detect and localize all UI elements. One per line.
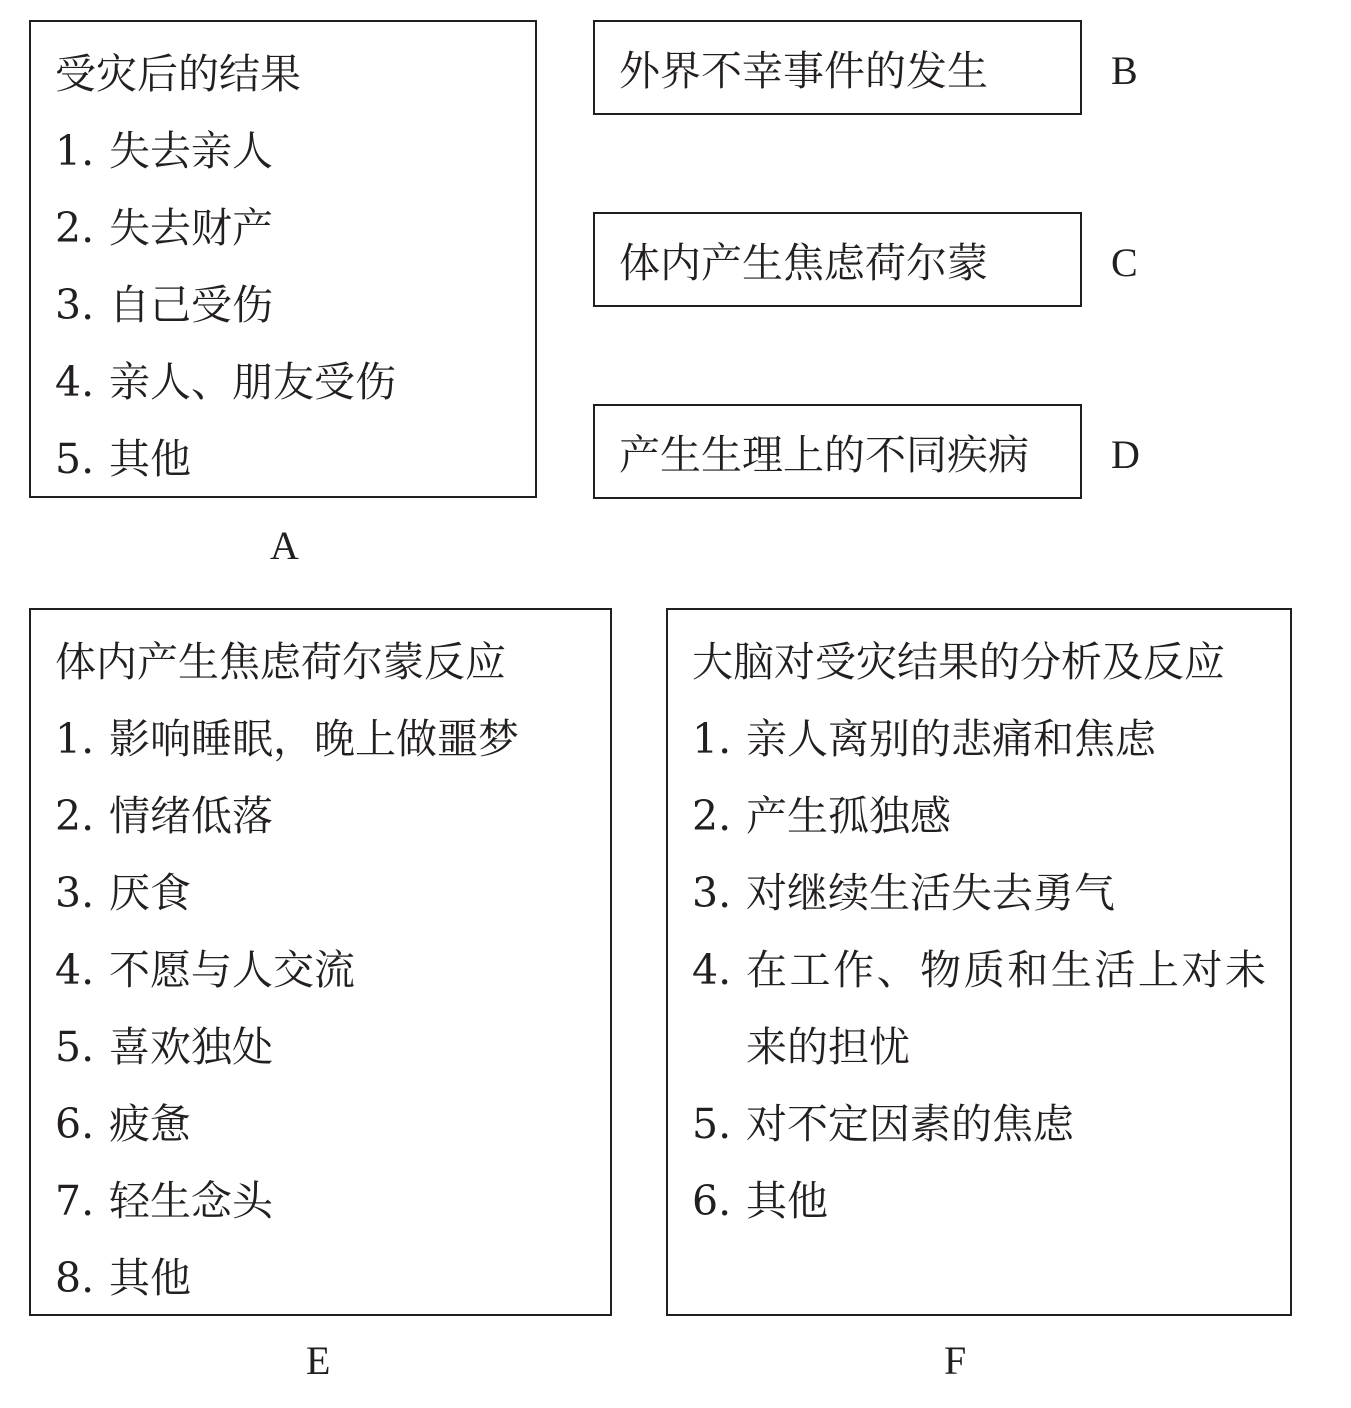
- item-number: 8 .: [55, 1240, 109, 1317]
- item-number: 4 .: [55, 344, 109, 421]
- list-item: [692, 1086, 1290, 1163]
- item-number: 1 .: [692, 701, 746, 778]
- list-item: [692, 778, 1290, 855]
- box-a-title: 受灾后的结果: [55, 50, 301, 98]
- list-item: [55, 1009, 610, 1086]
- item-number: 2 .: [692, 778, 746, 855]
- box-f-label: F: [944, 1338, 967, 1383]
- list-item: [692, 932, 1290, 1086]
- list-item: [55, 421, 535, 498]
- box-e: [29, 608, 612, 1316]
- item-text: 情绪低落: [109, 792, 273, 840]
- list-item: [55, 932, 610, 1009]
- list-item: [55, 267, 535, 344]
- item-number: 3 .: [55, 267, 109, 344]
- item-text: 对继续生活失去勇气: [746, 869, 1115, 917]
- item-number: 4 .: [692, 932, 746, 1086]
- item-number: 3 .: [55, 855, 109, 932]
- item-text: 亲人、朋友受伤: [109, 358, 396, 406]
- item-number: 3 .: [692, 855, 746, 932]
- item-number: 2 .: [55, 190, 109, 267]
- item-number: 4 .: [55, 932, 109, 1009]
- item-text: 失去亲人: [109, 127, 273, 175]
- box-b: [593, 20, 1082, 115]
- item-text: 轻生念头: [109, 1177, 273, 1225]
- box-e-label: E: [306, 1338, 331, 1383]
- item-text: 其他: [109, 1254, 191, 1302]
- item-number: 5 .: [55, 1009, 109, 1086]
- list-item: [55, 190, 535, 267]
- box-a-label: A: [270, 523, 299, 568]
- box-b-text: 外界不幸事件的发生: [619, 47, 988, 95]
- list-item: [55, 778, 610, 855]
- item-text: 影响睡眠，晚上做噩梦: [109, 715, 519, 763]
- item-text: 失去财产: [109, 204, 273, 252]
- item-number: 2 .: [55, 778, 109, 855]
- item-text: 其他: [746, 1177, 828, 1225]
- list-item: [55, 1240, 610, 1317]
- list-item: [692, 701, 1290, 778]
- box-f: [666, 608, 1292, 1316]
- box-c-text: 体内产生焦虑荷尔蒙: [619, 239, 988, 287]
- item-text: 在工作、物质和生活上对未来的担忧: [746, 946, 1266, 1071]
- item-text: 喜欢独处: [109, 1023, 273, 1071]
- item-text: 自己受伤: [109, 281, 273, 329]
- box-d-text: 产生生理上的不同疾病: [619, 431, 1029, 479]
- list-item: [55, 113, 535, 190]
- item-number: 6 .: [692, 1163, 746, 1240]
- item-text: 亲人离别的悲痛和焦虑: [746, 715, 1156, 763]
- list-item: [692, 855, 1290, 932]
- box-d-label: D: [1111, 432, 1140, 477]
- box-f-title: 大脑对受灾结果的分析及反应: [692, 638, 1225, 686]
- box-a: [29, 20, 537, 498]
- list-item: [692, 1163, 1290, 1240]
- list-item: [55, 1086, 610, 1163]
- item-number: 7 .: [55, 1163, 109, 1240]
- item-number: 5 .: [692, 1086, 746, 1163]
- list-item: [55, 344, 535, 421]
- item-text: 疲惫: [109, 1100, 191, 1148]
- list-item: [55, 1163, 610, 1240]
- box-b-label: B: [1111, 48, 1138, 93]
- list-item: [55, 701, 610, 778]
- item-number: 1 .: [55, 701, 109, 778]
- item-text: 厌食: [109, 869, 191, 917]
- item-number: 5 .: [55, 421, 109, 498]
- list-item: [55, 855, 610, 932]
- box-d: [593, 404, 1082, 499]
- item-text: 不愿与人交流: [109, 946, 355, 994]
- item-text: 产生孤独感: [746, 792, 951, 840]
- item-text: 对不定因素的焦虑: [746, 1100, 1074, 1148]
- item-number: 6 .: [55, 1086, 109, 1163]
- box-c-label: C: [1111, 240, 1138, 285]
- item-number: 1 .: [55, 113, 109, 190]
- item-text: 其他: [109, 435, 191, 483]
- box-e-title: 体内产生焦虑荷尔蒙反应: [55, 638, 506, 686]
- box-c: [593, 212, 1082, 307]
